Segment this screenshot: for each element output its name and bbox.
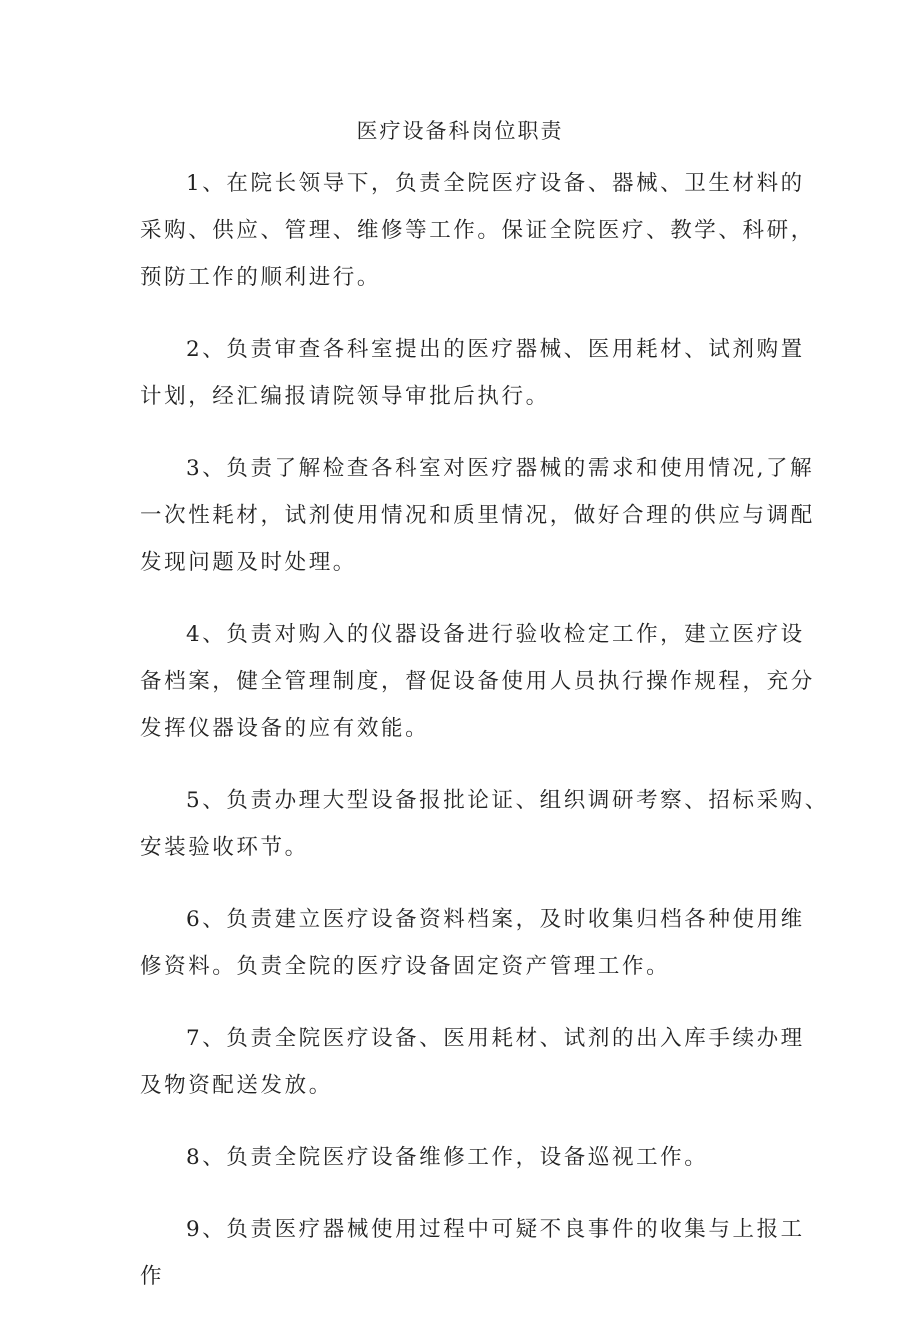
paragraph-8 xyxy=(140,1134,788,1181)
paragraph-line: 预防工作的顺利进行。 xyxy=(140,265,382,290)
paragraph-line: 6、负责建立医疗设备资料档案，及时收集归档各种使用维 xyxy=(186,907,805,932)
paragraph-line: 1、在院长领导下，负责全院医疗设备、器械、卫生材料的 xyxy=(186,171,805,196)
paragraph-line: 计划，经汇编报请院领导审批后执行。 xyxy=(140,384,550,409)
paragraph-line: 9、负责医疗器械使用过程中可疑不良事件的收集与上报工 xyxy=(186,1217,805,1242)
paragraph-9 xyxy=(140,1206,805,1300)
paragraph-line: 8、负责全院医疗设备维修工作，设备巡视工作。 xyxy=(186,1145,709,1170)
paragraph-2 xyxy=(140,326,805,420)
paragraph-line: 安装验收环节。 xyxy=(140,835,309,860)
paragraph-line: 5、负责办理大型设备报批论证、组织调研考察、招标采购、 xyxy=(186,788,829,813)
document-body xyxy=(140,160,829,1325)
paragraph-3 xyxy=(140,445,815,586)
paragraph-1 xyxy=(140,160,815,301)
paragraph-line: 采购、供应、管理、维修等工作。保证全院医疗、教学、科研， xyxy=(140,218,815,243)
paragraph-line: 及物资配送发放。 xyxy=(140,1073,333,1098)
paragraph-line: 一次性耗材，试剂使用情况和质里情况，做好合理的供应与调配 xyxy=(140,503,815,528)
paragraph-4 xyxy=(140,611,815,752)
paragraph-line: 7、负责全院医疗设备、医用耗材、试剂的出入库手续办理 xyxy=(186,1026,805,1051)
paragraph-line: 修资料。负责全院的医疗设备固定资产管理工作。 xyxy=(140,954,671,979)
paragraph-line: 4、负责对购入的仪器设备进行验收检定工作，建立医疗设 xyxy=(186,622,805,647)
paragraph-7 xyxy=(140,1015,805,1109)
paragraph-5 xyxy=(140,777,829,871)
paragraph-line: 备档案，健全管理制度，督促设备使用人员执行操作规程，充分 xyxy=(140,669,815,694)
paragraph-line: 发挥仪器设备的应有效能。 xyxy=(140,716,430,741)
paragraph-line: 3、负责了解检查各科室对医疗器械的需求和使用情况,了解 xyxy=(186,456,815,481)
paragraph-line: 发现问题及时处理。 xyxy=(140,550,357,575)
paragraph-line: 作 xyxy=(140,1264,165,1289)
paragraph-6 xyxy=(140,896,805,990)
document-title: 医疗设备科岗位职责 xyxy=(356,119,564,143)
paragraph-line: 2、负责审查各科室提出的医疗器械、医用耗材、试剂购置 xyxy=(186,337,805,362)
